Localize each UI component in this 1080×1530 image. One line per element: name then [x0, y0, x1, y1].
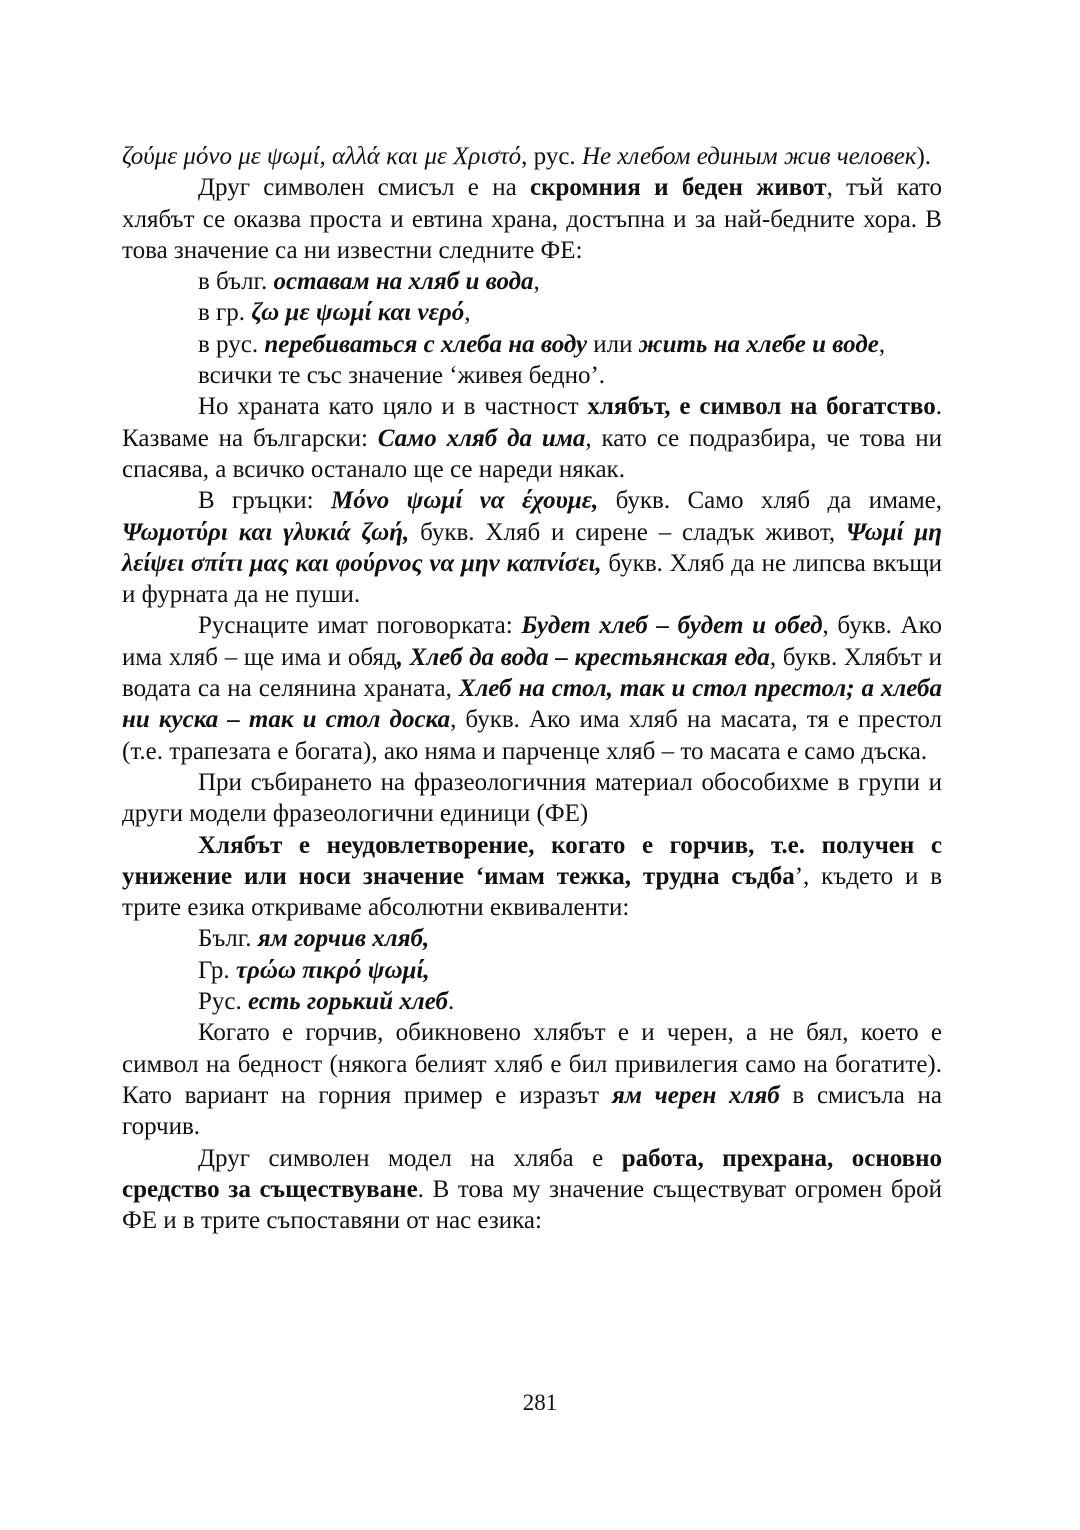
text-run: в смисъла на горчив.	[122, 1081, 943, 1141]
paragraph-proverb-end	[122, 141, 942, 172]
text-run: ,	[533, 268, 540, 296]
example-bulgarian	[122, 923, 942, 954]
example-greek	[122, 955, 942, 986]
example-label: в бълг.	[198, 268, 274, 296]
example-greek	[122, 297, 942, 328]
example-label: Бълг.	[198, 925, 258, 953]
text-run: ,	[528, 831, 552, 859]
example-phrase: Ψωμοτύρι και γλυκιά ζωή,	[122, 518, 410, 546]
paragraph-dissatisfaction	[122, 830, 942, 924]
example-russian	[122, 329, 942, 360]
example-phrase: ям горчив хляб,	[257, 925, 430, 953]
text-run: Друг символен смисъл е на	[198, 174, 530, 202]
example-label: Рус.	[198, 988, 248, 1016]
text-run: , тъй като хлябът се оказва проста и евтина храна, достъпна и за най-бедните хора. В това значение са ни известни следните ФЕ:	[122, 174, 942, 264]
example-label: Гр.	[198, 956, 236, 984]
text-run: , като се подразбира, че това ни спасява, а всичко останало ще се нареди някак.	[122, 424, 942, 483]
example-phrase: τρώω πικρό ψωμί,	[235, 956, 430, 984]
paragraph-black-bread	[122, 1017, 942, 1142]
text-run: букв. Само хляб да имаме,	[598, 487, 942, 515]
example-bulgarian	[122, 266, 942, 297]
text-run: букв. Хляб да не липсва вкъщи и фурната да не пуши.	[122, 549, 942, 609]
example-phrase: , Хлеб да вода – крестьянская еда	[396, 643, 770, 671]
bold-term: Хлябът е неудовлетворение	[198, 831, 529, 859]
text-run: ).	[916, 143, 932, 170]
example-phrase: ζω με ψωμί και νερό	[251, 299, 465, 327]
paragraph-meaning-poor: всички те със значение ‘живея бедно’.	[198, 362, 606, 390]
bold-term: работа, прехрана, основно средство за съществуване	[122, 1144, 943, 1203]
text-run: Но храната като цяло и в частност	[198, 393, 588, 421]
example-phrase: ям черен хляб	[611, 1081, 780, 1109]
greek-quote: ζούμε μόνο με ψωμί, αλλά και με Χριστό	[122, 143, 522, 170]
text-run: . Казваме на български:	[122, 393, 942, 452]
paragraph-work-livelihood	[122, 1143, 942, 1237]
text-run: или	[587, 330, 639, 358]
page-body	[122, 141, 942, 1236]
example-phrase: Ψωμί μη λείψει σπίτι μας και φούρνος να μην καπνίσει,	[122, 518, 942, 577]
text-run: ’, където и в трите езика откриваме абсолютни еквиваленти:	[122, 862, 942, 922]
text-run: , букв. Хлябът и водата са на селянина храната,	[122, 643, 942, 703]
example-phrase: оставам на хляб и вода	[273, 268, 534, 296]
paragraph-greek-examples	[122, 485, 942, 610]
text-run: , букв. Ако има хляб на масата, тя е престол (т.е. трапезата е богата), ако няма и парченце хляб – то масата е само дъска.	[122, 706, 942, 765]
paragraph-russian-examples	[122, 610, 942, 766]
example-label: в рус.	[198, 330, 265, 358]
example-phrase: Μόνο ψωμί να έχουμε,	[330, 487, 599, 515]
text-run: . В това му значение съществуват огромен брой ФЕ и в трите съпоставяни от нас езика:	[122, 1175, 942, 1235]
example-phrase: Само хляб да има	[377, 424, 586, 452]
page-number: 281	[522, 1390, 558, 1415]
text-run: Когато е горчив, обикновено хлябът е и черен, а не бял, което е символ на бедност (някога белият хляб е бил привилегия само на богатите). Като вариант на горния пример е изразът	[122, 1019, 942, 1109]
text-run: , букв. Ако има хляб – ще има и обяд	[122, 612, 942, 671]
text-run: Руснаците имат поговорката:	[198, 612, 522, 640]
paragraph-material: При събирането на фразеологичния материал обособихме в групи и други модели фразеологични единици (ФЕ)	[122, 768, 942, 828]
example-phrase: жить на хлебе и воде	[638, 330, 879, 358]
text-run: Друг символен модел на хляба е	[198, 1144, 622, 1172]
example-phrase: Будет хлеб – будет и обед	[521, 612, 823, 640]
example-phrase: перебиваться с хлеба на воду	[264, 330, 588, 358]
example-russian	[122, 986, 942, 1017]
text-run: В гръцки:	[198, 487, 331, 515]
text-run: ,	[464, 299, 471, 327]
example-phrase: Хлеб на стол, так и стол престол; а хлеба ни куска – так и стол доска	[122, 675, 942, 734]
bold-term: хлябът, е символ на богатство	[587, 393, 936, 421]
text-run: букв. Хляб и сирене – сладък живот,	[409, 518, 846, 546]
example-label: в гр.	[198, 299, 252, 327]
example-phrase: есть горький хлеб	[248, 988, 448, 1016]
text-run: ,	[878, 330, 886, 358]
text-run: .	[447, 988, 455, 1016]
text-run: , рус.	[521, 143, 582, 170]
russian-quote: Не хлебом единым жив человек	[581, 143, 917, 170]
paragraph-wealth	[122, 391, 942, 485]
bold-term: скромния и беден живот	[530, 174, 827, 202]
bold-term: когато е горчив, т.е. получен с унижение или носи значение ‘имам тежка, трудна съдба	[122, 831, 942, 890]
paragraph-modest-life	[122, 172, 942, 266]
